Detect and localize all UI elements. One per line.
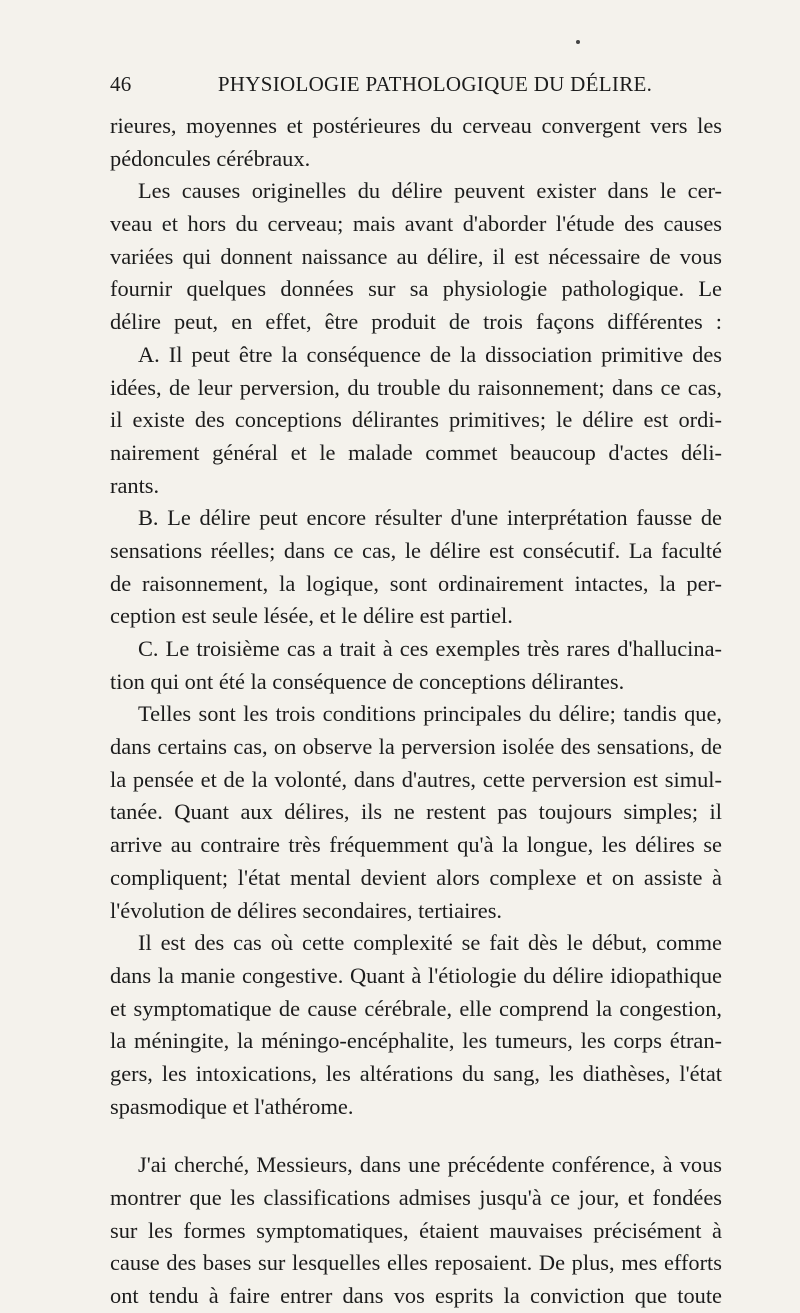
text-line: cause des bases sur lesquelles elles reposaient. De plus, mes efforts [110,1250,722,1276]
text-line: l'évolution de délires secondaires, tertiaires. [110,897,503,923]
text-line: Telles sont les trois conditions principales du délire; tandis que, [138,701,722,727]
text-line: la méningite, la méningo-encéphalite, les tumeurs, les corps étran- [110,1028,722,1054]
text-line: dans certains cas, on observe la perversion isolée des sensations, de [110,734,722,760]
text-line: B. Le délire peut encore résulter d'une interprétation fausse de [138,505,722,531]
text-line: délire peut, en effet, être produit de trois façons différentes : [110,309,722,335]
text-line: compliquent; l'état mental devient alors complexe et on assiste à [110,864,722,890]
text-line: rieures, moyennes et postérieures du cerveau convergent vers les [110,113,722,138]
text-line: idées, de leur perversion, du trouble du raisonnement; dans ce cas, [110,374,722,400]
text-line: spasmodique et l'athérome. [110,1093,354,1119]
text-line: et symptomatique de cause cérébrale, elle comprend la congestion, [110,995,722,1021]
running-head [110,72,720,106]
text-line: gers, les intoxications, les altérations du sang, les diathèses, l'état [110,1060,722,1086]
text-line: tion qui ont été la conséquence de conceptions délirantes. [110,668,625,694]
text-line: dans la manie congestive. Quant à l'étiologie du délire idiopathique [110,962,722,988]
text-line: fournir quelques données sur sa physiologie pathologique. Le [110,276,722,302]
text-line: la pensée et de la volonté, dans d'autres, cette perversion est simul- [110,766,722,792]
text-line: ont tendu à faire entrer dans vos esprits la conviction que toute [110,1283,722,1309]
text-line: arrive au contraire très fréquemment qu'à la longue, les délires se [110,832,722,858]
text-line: veau et hors du cerveau; mais avant d'aborder l'étude des causes [110,211,722,237]
text-line: Les causes originelles du délire peuvent exister dans le cer- [138,178,722,204]
text-line: nairement général et le malade commet beaucoup d'actes déli- [110,439,722,465]
text-line: ception est seule lésée, et le délire est partiel. [110,603,513,629]
paragraph-gap [110,1123,722,1149]
text-line: montrer que les classifications admises jusqu'à ce jour, et fondées [110,1185,722,1210]
running-title: PHYSIOLOGIE PATHOLOGIQUE DU DÉLIRE. [217,72,653,96]
text-line: Il est des cas où cette complexité se fait dès le début, comme [138,930,722,956]
text-line: il existe des conceptions délirantes primitives; le délire est ordi- [110,407,722,433]
text-line: C. Le troisième cas a trait à ces exemples très rares d'hallucina- [138,636,722,661]
text-line: de raisonnement, la logique, sont ordinairement intactes, la per- [110,570,722,596]
text-line: pédoncules cérébraux. [110,145,311,171]
page-number: 46 [110,72,132,96]
text-line: sensations réelles; dans ce cas, le délire est consécutif. La faculté [110,537,722,563]
text-line: variées qui donnent naissance au délire, il est nécessaire de vous [110,243,722,269]
body-text [110,110,722,1313]
text-line: A. Il peut être la conséquence de la dissociation primitive des [138,341,722,367]
text-line: J'ai cherché, Messieurs, dans une précédente conférence, à vous [138,1152,722,1178]
text-line: sur les formes symptomatiques, étaient mauvaises précisément à [110,1217,722,1243]
print-speck [576,40,580,44]
text-line: tanée. Quant aux délires, ils ne restent pas toujours simples; il [110,799,722,825]
text-line: rants. [110,472,160,498]
